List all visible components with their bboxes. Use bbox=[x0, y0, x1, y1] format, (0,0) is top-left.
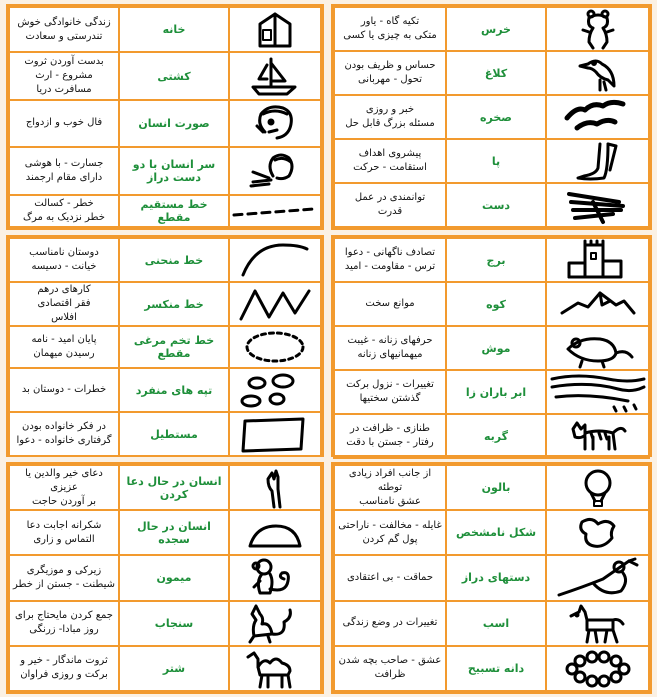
symbol-name-cell: انسان در حال دعا کردن bbox=[119, 465, 229, 510]
meaning-cell: زندگی خانوادگی خوش تندرستی و سعادت bbox=[9, 7, 119, 52]
symbol-name-cell: دستهای دراز bbox=[446, 555, 546, 600]
symbol-name-cell: گربه bbox=[446, 414, 546, 458]
meaning-cell: جمع کردن مایحتاج برای روز مبادا- زرنگی bbox=[9, 601, 119, 646]
symbol-name-cell: صورت انسان bbox=[119, 100, 229, 147]
meaning-cell: کارهای درهم فقر اقتصادی افلاس bbox=[9, 282, 119, 326]
meaning-cell: خبر و روزی مسئله بزرگ قابل حل bbox=[334, 95, 446, 139]
symbol-panel bbox=[6, 462, 324, 694]
meaning-cell: فال خوب و ازدواج bbox=[9, 100, 119, 147]
symbol-name-cell: دست bbox=[446, 183, 546, 227]
crow-icon bbox=[546, 51, 649, 95]
table-row bbox=[334, 95, 649, 139]
symbol-table bbox=[333, 237, 650, 459]
meaning-cell: تغییرات در وضع زندگی bbox=[334, 601, 446, 646]
long-arms-icon bbox=[546, 555, 649, 600]
table-row bbox=[334, 183, 649, 227]
head-with-hands-icon bbox=[229, 147, 321, 194]
table-row bbox=[9, 646, 321, 691]
meaning-cell: از جانب افراد زیادی توطئه عشق نامناسب bbox=[334, 465, 446, 510]
symbol-panel bbox=[6, 235, 324, 457]
symbol-name-cell: صخره bbox=[446, 95, 546, 139]
table-row bbox=[9, 195, 321, 227]
meaning-cell: تصادف ناگهانی - دعوا ترس - مقاومت - امید bbox=[334, 238, 446, 282]
table-row bbox=[334, 7, 649, 51]
symbol-name-cell: بالون bbox=[446, 465, 546, 510]
meaning-cell: طنازی - ظرافت در رفتار - جستن با دقت bbox=[334, 414, 446, 458]
symbol-name-cell: خط تخم مرغی مقطع bbox=[119, 326, 229, 368]
meaning-cell: در فکر خانواده بودن گرفتاری خانواده - دعوا bbox=[9, 412, 119, 456]
table-row bbox=[9, 412, 321, 456]
table-row bbox=[334, 601, 649, 646]
table-row bbox=[9, 282, 321, 326]
house-icon bbox=[229, 7, 321, 52]
symbol-table bbox=[333, 6, 650, 228]
balloon-icon bbox=[546, 465, 649, 510]
dashed-oval-icon bbox=[229, 326, 321, 368]
meaning-cell: زیرکی و موزیگری شیطنت - جستن از خطر bbox=[9, 555, 119, 600]
praying-person-icon bbox=[229, 465, 321, 510]
symbol-panel bbox=[331, 4, 652, 230]
meaning-cell: پایان امید - نامه رسیدن میهمان bbox=[9, 326, 119, 368]
meaning-cell: دعای خیر والدین یا عزیزی بر آوردن حاجت bbox=[9, 465, 119, 510]
symbol-table bbox=[8, 464, 322, 692]
table-row bbox=[9, 326, 321, 368]
symbol-name-cell: شکل نامشخص bbox=[446, 510, 546, 555]
table-row bbox=[334, 465, 649, 510]
rain-cloud-icon bbox=[546, 370, 649, 414]
symbol-table bbox=[8, 6, 322, 228]
symbol-name-cell: کشتی bbox=[119, 52, 229, 99]
dashed-line-icon bbox=[229, 195, 321, 227]
horse-icon bbox=[546, 601, 649, 646]
table-row bbox=[9, 100, 321, 147]
table-row bbox=[334, 370, 649, 414]
meaning-cell: خطرات - دوستان بد bbox=[9, 368, 119, 412]
symbol-name-cell: دانه تسبیح bbox=[446, 646, 546, 691]
table-row bbox=[334, 555, 649, 600]
symbol-name-cell: کوه bbox=[446, 282, 546, 326]
rock-icon bbox=[546, 95, 649, 139]
symbol-panel bbox=[331, 462, 652, 694]
table-row bbox=[9, 52, 321, 99]
symbol-name-cell: پا bbox=[446, 139, 546, 183]
table-row bbox=[9, 555, 321, 600]
table-row bbox=[9, 368, 321, 412]
symbol-name-cell: اسب bbox=[446, 601, 546, 646]
meaning-cell: حرفهای زنانه - غیبت میهمانیهای زنانه bbox=[334, 326, 446, 370]
table-row bbox=[334, 326, 649, 370]
meaning-cell: غایله - مخالفت - ناراحتی پول گم کردن bbox=[334, 510, 446, 555]
meaning-cell: توانمندی در عمل قدرت bbox=[334, 183, 446, 227]
symbol-panel bbox=[331, 235, 652, 457]
symbol-name-cell: انسان در حال سجده bbox=[119, 510, 229, 555]
meaning-cell: دوستان نامناسب خیانت - دسیسه bbox=[9, 238, 119, 282]
symbol-name-cell: میمون bbox=[119, 555, 229, 600]
meaning-cell: حماقت - بی اعتقادی bbox=[334, 555, 446, 600]
symbol-name-cell: شتر bbox=[119, 646, 229, 691]
symbol-name-cell: مستطیل bbox=[119, 412, 229, 456]
table-row bbox=[334, 414, 649, 458]
ship-icon bbox=[229, 52, 321, 99]
table-row bbox=[9, 510, 321, 555]
table-row bbox=[9, 7, 321, 52]
meaning-cell: خطر - کسالت خطر نزدیک به مرگ bbox=[9, 195, 119, 227]
table-row bbox=[334, 646, 649, 691]
hand-icon bbox=[546, 183, 649, 227]
meaning-cell: جسارت - با هوشی دارای مقام ارجمند bbox=[9, 147, 119, 194]
irregular-shape-icon bbox=[546, 510, 649, 555]
symbol-name-cell: خط منکسر bbox=[119, 282, 229, 326]
table-row bbox=[334, 282, 649, 326]
mouse-icon bbox=[546, 326, 649, 370]
mountain-icon bbox=[546, 282, 649, 326]
meaning-cell: ثروت ماندگار - خیر و برکت و روزی فراوان bbox=[9, 646, 119, 691]
meaning-cell: عشق - صاحب بچه شدن ظرافت bbox=[334, 646, 446, 691]
rectangle-icon bbox=[229, 412, 321, 456]
meaning-cell: موانع سخت bbox=[334, 282, 446, 326]
table-row bbox=[9, 238, 321, 282]
symbol-table bbox=[8, 237, 322, 457]
hills-icon bbox=[229, 368, 321, 412]
tower-icon bbox=[546, 238, 649, 282]
meaning-cell: پیشروی اهداف استقامت - حرکت bbox=[334, 139, 446, 183]
symbol-name-cell: کلاغ bbox=[446, 51, 546, 95]
meaning-cell: شکرانه اجابت دعا التماس و زاری bbox=[9, 510, 119, 555]
symbol-name-cell: سر انسان با دو دست دراز bbox=[119, 147, 229, 194]
symbol-name-cell: خرس bbox=[446, 7, 546, 51]
zigzag-line-icon bbox=[229, 282, 321, 326]
symbol-name-cell: خط منحنی bbox=[119, 238, 229, 282]
symbol-name-cell: برج bbox=[446, 238, 546, 282]
table-row bbox=[334, 238, 649, 282]
table-row bbox=[334, 51, 649, 95]
table-row bbox=[9, 465, 321, 510]
leg-icon bbox=[546, 139, 649, 183]
monkey-icon bbox=[229, 555, 321, 600]
cat-icon bbox=[546, 414, 649, 458]
prayer-beads-icon bbox=[546, 646, 649, 691]
symbol-name-cell: موش bbox=[446, 326, 546, 370]
bear-icon bbox=[546, 7, 649, 51]
prostrating-person-icon bbox=[229, 510, 321, 555]
symbol-name-cell: تپه های منفرد bbox=[119, 368, 229, 412]
table-row bbox=[9, 147, 321, 194]
human-face-icon bbox=[229, 100, 321, 147]
camel-icon bbox=[229, 646, 321, 691]
symbol-name-cell: ابر باران زا bbox=[446, 370, 546, 414]
meaning-cell: تغییرات - نزول برکت گذشتن سختیها bbox=[334, 370, 446, 414]
symbol-name-cell: سنجاب bbox=[119, 601, 229, 646]
curved-line-icon bbox=[229, 238, 321, 282]
meaning-cell: بدست آوردن ثروت مشروع - ارث مسافرت دریا bbox=[9, 52, 119, 99]
symbol-name-cell: خط مستقیم مقطع bbox=[119, 195, 229, 227]
meaning-cell: حساس و ظریف بودن تحول - مهربانی bbox=[334, 51, 446, 95]
table-row bbox=[334, 510, 649, 555]
table-row bbox=[9, 601, 321, 646]
symbol-panel bbox=[6, 4, 324, 230]
meaning-cell: تکیه گاه - یاور متکی به چیزی یا کسی bbox=[334, 7, 446, 51]
symbol-table bbox=[333, 464, 650, 692]
squirrel-icon bbox=[229, 601, 321, 646]
table-row bbox=[334, 139, 649, 183]
symbol-name-cell: خانه bbox=[119, 7, 229, 52]
